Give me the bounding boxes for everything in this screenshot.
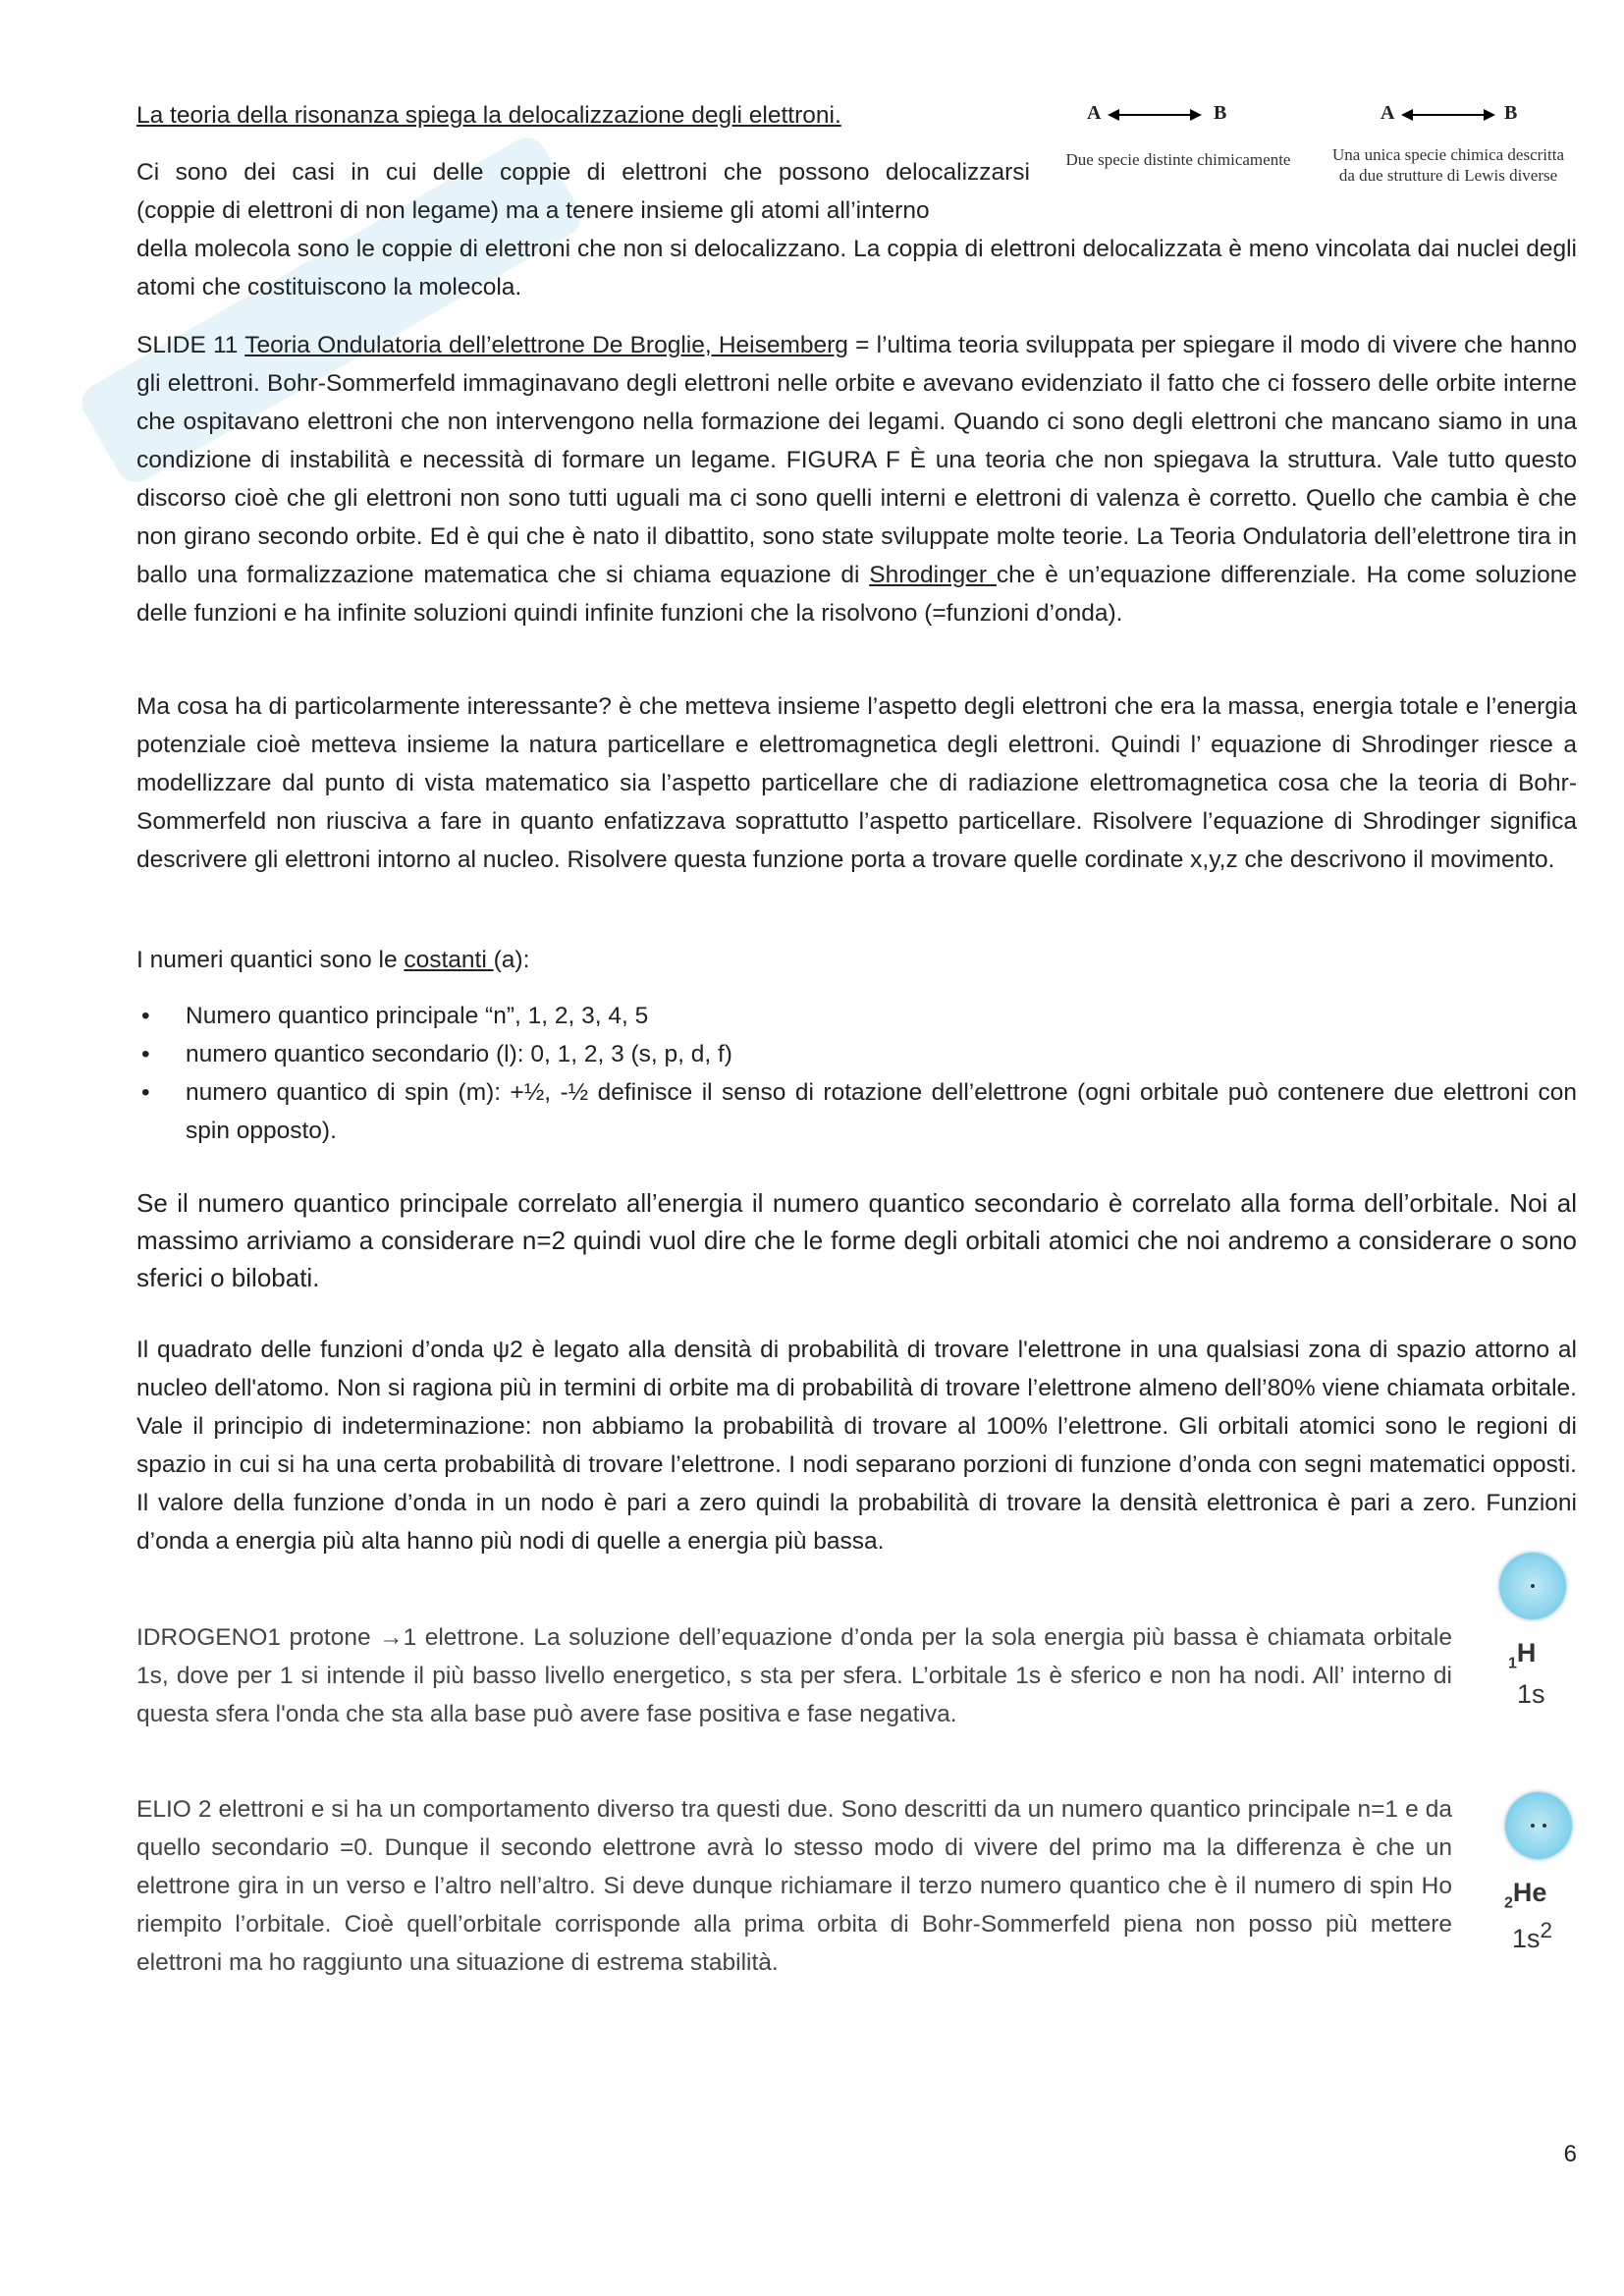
- helium-config-exponent: 2: [1540, 1918, 1553, 1942]
- paragraph-2-text-end: che è un’equazione differenziale. Ha come soluzione delle funzioni e ha infinite soluzioni quindi infinite funzioni che la risolvono (=funzioni d’onda).: [136, 562, 1577, 627]
- electron-icon: [1531, 1824, 1535, 1828]
- paragraph-4-suffix: (a):: [493, 947, 530, 973]
- paragraph-3: Ma cosa ha di particolarmente interessante? è che metteva insieme l’aspetto degli elettroni che era la massa, energia totale e l’energia potenziale cioè metteva insieme la natura particellare e elettromagnetica degli elettroni. Quindi l’ equazione di Shrodinger riesce a modellizzare dal punto di vista matematico sia l’aspetto particellare che di radiazione elettromagnetica cosa che la teoria di Bohr-Sommerfeld non riusciva a fare in quanto enfatizzava soprattutto l’aspetto particellare. Risolvere l’equazione di Shrodinger significa descrivere gli elettroni intorno al nucleo. Risolvere questa funzione porta a trovare quelle cordinate x,y,z che descrivono il movimento.: [136, 693, 1577, 873]
- paragraph-2: [136, 326, 1577, 632]
- figure-caption-right-1: Una unica specie chimica descritta: [1332, 145, 1564, 164]
- page-number: 6: [1563, 2141, 1577, 2167]
- paragraph-5: Se il numero quantico principale correlato all’energia il numero quantico secondario è correlato alla forma dell’orbitale. Noi al massimo arriviamo a considerare n=2 quindi vuol dire che le forme degli orbitali atomici che noi andremo a considerare o sono sferici o bilobati.: [136, 1188, 1577, 1292]
- paragraph-hydrogen: IDROGENO1 protone →1 elettrone. La soluzione dell’equazione d’onda per la sola energia più bassa è chiamata orbitale 1s, dove per 1 si intende il più basso livello energetico, s sta per sfera. L’orbitale 1s è sferico e non ha nodi. All’ interno di questa sfera l'onda che sta alla base può avere fase positiva e fase negativa.: [136, 1624, 1452, 1727]
- hydrogen-atomic-number: 1: [1508, 1655, 1517, 1672]
- paragraph-6: [136, 1331, 1577, 1560]
- paragraph-1-rest: della molecola sono le coppie di elettroni che non si delocalizzano. La coppia di elettroni delocalizzata è meno vincolata dai nuclei degli atomi che costituiscono la molecola.: [136, 236, 1577, 301]
- quantum-numbers-list: [136, 997, 1577, 1150]
- list-item: [136, 1073, 1577, 1150]
- paragraph-2-text: = l’ultima teoria sviluppata per spiegare il modo di vivere che hanno gli elettroni. Bohr-Sommerfeld immaginavano degli elettroni nelle orbite e avevano evidenziato il fatto che ci fossero delle orbite interne che ospitavano elettroni che non intervengono nella formazione dei legami. Quando ci sono degli elettroni che mancano siamo in una condizione di instabilità e necessità di formare un legame. FIGURA F È una teoria che non spiegava la struttura. Vale tutto questo discorso cioè che gli elettroni non sono tutti uguali ma ci sono quelli interni e elettroni di valenza è corretto. Quello che cambia è che non girano secondo orbite. Ed è qui che è nato il dibattito, sono state sviluppate molte teorie. La Teoria Ondulatoria dell’elettrone tira in ballo una formalizzazione matematica che si chiama equazione di: [136, 332, 1577, 588]
- list-item: [136, 997, 1577, 1035]
- slide-label: SLIDE 11: [136, 332, 245, 358]
- resonance-arrow-icon: [1401, 108, 1495, 122]
- figure-label-b2: B: [1504, 102, 1518, 124]
- hydrogen-symbol-text: H: [1516, 1638, 1537, 1667]
- hydrogen-1s-orbital-icon: [1499, 1553, 1566, 1619]
- costanti-term: costanti: [404, 947, 494, 973]
- bullet-icon: •: [141, 1079, 150, 1106]
- paragraph-helium: ELIO 2 elettroni e si ha un comportamento diverso tra questi due. Sono descritti da un numero quantico principale n=1 e da quello secondario =0. Dunque il secondo elettrone avrà lo stesso modo di vivere del primo ma la differenza è che un elettrone gira in un verso e l’altro nell’altro. Si deve dunque richiamare il terzo numero quantico che è il numero di spin Ho riempito l’orbitale. Cioè quell’orbitale corrisponde alla prima orbita di Bohr-Sommerfeld piena non posso più mettere elettroni ma ho raggiunto una situazione di estrema stabilità.: [136, 1796, 1452, 1976]
- paragraph-4-text: I numeri quantici sono le: [136, 947, 405, 973]
- list-item-text: numero quantico di spin (m): +½, -½ definisce il senso di rotazione dell’elettrone (ogni orbitale può contenere due elettroni con spin opposto).: [186, 1079, 1577, 1144]
- figure-label-b1: B: [1214, 102, 1227, 124]
- helium-config-text: 1s: [1512, 1924, 1541, 1953]
- helium-symbol-text: He: [1512, 1878, 1547, 1907]
- figure-label-a1: A: [1087, 102, 1102, 124]
- helium-config: [1512, 1918, 1552, 1954]
- theory-title: Teoria Ondulatoria dell’elettrone De Broglie, Heisemberg: [244, 332, 848, 358]
- hydrogen-symbol: [1508, 1638, 1536, 1672]
- figure-label-a2: A: [1380, 102, 1395, 124]
- section-heading: La teoria della risonanza spiega la delocalizzazione degli elettroni.: [136, 102, 841, 129]
- electron-icon: [1531, 1584, 1535, 1588]
- figure-caption-right-2: da due strutture di Lewis diverse: [1338, 166, 1558, 185]
- electron-icon: [1543, 1824, 1546, 1828]
- helium-symbol: [1504, 1878, 1546, 1912]
- double-arrow-icon: [1108, 108, 1202, 122]
- shrodinger-term: Shrodinger: [869, 562, 997, 588]
- bullet-icon: •: [141, 1003, 150, 1029]
- bullet-icon: •: [141, 1041, 150, 1067]
- list-item-text: numero quantico secondario (l): 0, 1, 2, 3 (s, p, d, f): [186, 1041, 732, 1067]
- paragraph-1-line-1: Ci sono dei casi in cui delle coppie di elettroni che possono delocalizzarsi: [136, 159, 1030, 186]
- hydrogen-config: 1s: [1517, 1679, 1545, 1709]
- list-item: [136, 1035, 1577, 1073]
- list-item-text: Numero quantico principale “n”, 1, 2, 3, 4, 5: [186, 1003, 649, 1029]
- helium-atomic-number: 2: [1504, 1894, 1513, 1912]
- figure-caption-left: Due specie distinte chimicamente: [1065, 150, 1291, 169]
- paragraph-6-text: Il quadrato delle funzioni d’onda ψ2 è legato alla densità di probabilità di trovare l'elettrone in una qualsiasi zona di spazio attorno al nucleo dell'atomo. Non si ragiona più in termini di orbite ma di probabilità di trovare l’elettrone almeno dell’80% viene chiamata orbitale. Vale il principio di indeterminazione: non abbiamo la probabilità di trovare al 100% l’elettrone. Gli orbitali atomici sono le regioni di spazio in cui si ha una certa probabilità di trovare l’elettrone. I nodi separano porzioni di funzione d’onda con segni matematici opposti. Il valore della funzione d’onda in un nodo è pari a zero quindi la probabilità di trovare la densità elettronica è pari a zero. Funzioni d’onda a energia più alta hanno più nodi di quelle a energia più bassa.: [136, 1337, 1577, 1555]
- helium-1s-orbital-icon: [1505, 1792, 1572, 1859]
- paragraph-1-line-2: (coppie di elettroni di non legame) ma a tenere insieme gli atomi all’interno: [136, 197, 930, 224]
- paragraph-4: [136, 941, 1577, 979]
